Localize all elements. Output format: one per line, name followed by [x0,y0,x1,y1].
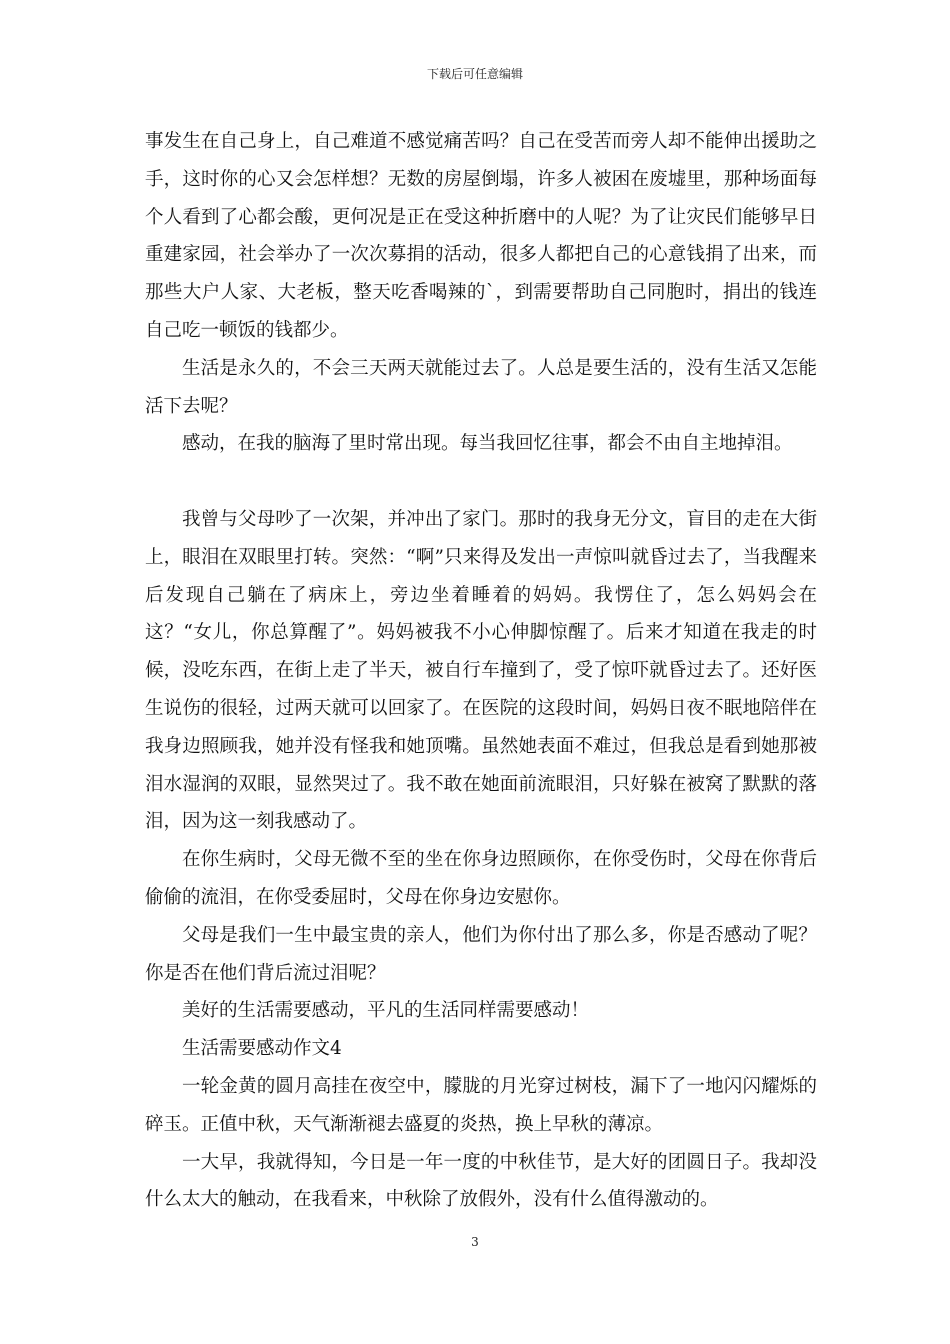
page-number: 3 [471,1235,479,1249]
document-body [145,123,817,1219]
paragraph: 生活是永久的，不会三天两天就能过去了。人总是要生活的，没有生活又怎能活下去呢？ [145,357,817,417]
paragraph: 在你生病时，父母无微不至的坐在你身边照顾你，在你受伤时，父母在你背后偷偷的流泪，在你受委屈时，父母在你身边安慰你。 [145,849,817,908]
paragraph: 一大早，我就得知，今日是一年一度的中秋佳节，是大好的团圆日子。我却没什么太大的触动，在我看来，中秋除了放假外，没有什么值得激动的。 [145,1151,817,1211]
section-title: 生活需要感动作文4 [182,1038,342,1060]
paragraph: 父母是我们一生中最宝贵的亲人，他们为你付出了那么多，你是否感动了呢？你是否在他们背后流过泪呢？ [145,924,817,984]
paragraph: 一轮金黄的圆月高挂在夜空中，朦胧的月光穿过树枝，漏下了一地闪闪耀烁的碎玉。正值中秋，天气渐渐褪去盛夏的炎热，换上早秋的薄凉。 [145,1075,817,1135]
blank-line [145,463,817,501]
paragraph: 我曾与父母吵了一次架，并冲出了家门。那时的我身无分文，盲目的走在大街上，眼泪在双眼里打转。突然：“啊”只来得及发出一声惊叫就昏过去了，当我醒来后发现自己躺在了病床上，旁边坐着睡着的妈妈。我愣住了，怎么妈妈会在这？“女儿，你总算醒了”。妈妈被我不小心伸脚惊醒了。后来才知道在我走的时候，没吃东西，在街上走了半天，被自行车撞到了，受了惊吓就昏过去了。还好医生说伤的很轻，过两天就可以回家了。在医院的这段时间，妈妈日夜不眠地陪伴在我身边照顾我，她并没有怪我和她顶嘴。虽然她表面不难过，但我总是看到她那被泪水湿润的双眼，显然哭过了。我不敢在她面前流眼泪，只好躲在被窝了默默的落泪，因为这一刻我感动了。 [145,508,817,833]
paragraph: 感动，在我的脑海了里时常出现。每当我回忆往事，都会不由自主地掉泪。 [182,433,793,455]
paragraph: 事发生在自己身上，自己难道不感觉痛苦吗？自己在受苦而旁人却不能伸出援助之手，这时你的心又会怎样想？无数的房屋倒塌，许多人被困在废墟里，那种场面每个人看到了心都会酸，更何况是正在受这种折磨中的人呢？为了让灾民们能够早日重建家园，社会举办了一次次募捐的活动，很多人都把自己的心意钱捐了出来，而那些大户人家、大老板，整天吃香喝辣的`，到需要帮助自己同胞时，捐出的钱连自己吃一顿饭的钱都少。 [145,131,817,341]
page-header: 下载后可任意编辑 [426,67,523,81]
paragraph: 美好的生活需要感动，平凡的生活同样需要感动！ [182,1000,590,1022]
